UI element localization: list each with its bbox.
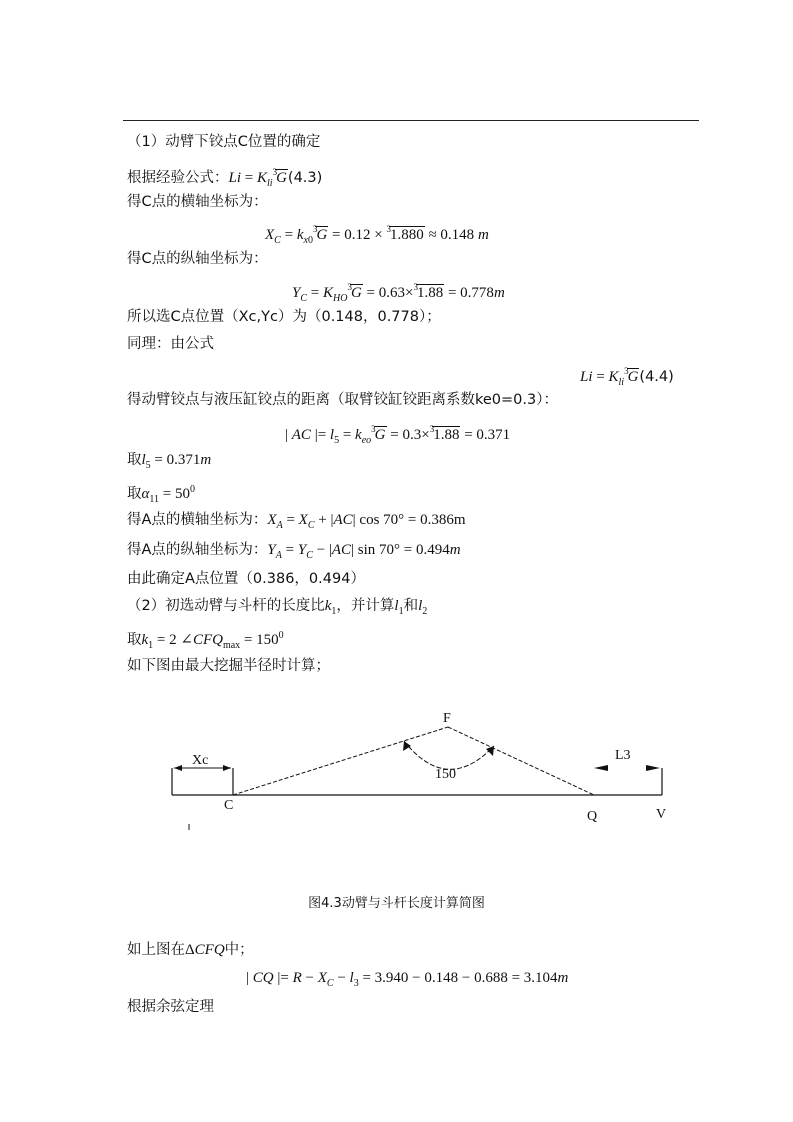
formula-cq: | CQ |= $R - X_C - l_3 = 3.940 - 0.148 - 0.688 = 3.104m$ bbox=[246, 970, 569, 989]
text-xc-intro: 得C点的横轴坐标为： bbox=[127, 194, 268, 210]
heading-2-compute: ，并计算 bbox=[336, 598, 395, 614]
arc-arrow-right-icon bbox=[486, 746, 494, 756]
xa-label: 得A点的横轴坐标为： bbox=[127, 512, 268, 528]
eq-number-4-4: (4.4) bbox=[639, 369, 674, 385]
section-heading-1: （1）动臂下铰点C位置的确定 bbox=[127, 134, 321, 150]
formula-alpha: $\alpha_{11} = 50^0$ bbox=[141, 484, 195, 505]
figure-caption: 图4.3动臂与斗杆长度计算简图 bbox=[308, 896, 485, 911]
angle-arc bbox=[404, 741, 494, 769]
label-xc: Xc bbox=[192, 753, 209, 768]
heading-2-label: （2）初选动臂与斗杆的长度比 bbox=[127, 598, 325, 614]
triangle-suffix: 中； bbox=[224, 942, 254, 958]
text-a-position: 由此确定A点位置（0.386，0.494） bbox=[127, 571, 365, 587]
formula-li-4-3: $Li = K_{li}^3G$ bbox=[228, 167, 287, 189]
line-cf bbox=[233, 727, 448, 795]
ya-label: 得A点的纵轴坐标为： bbox=[127, 542, 268, 558]
text-yc-intro: 得C点的纵轴坐标为： bbox=[127, 251, 268, 267]
text-c-position: 所以选C点位置（Xc,Yc）为（0.148，0.778）； bbox=[127, 309, 441, 325]
text-cosine-law: 根据余弦定理 bbox=[127, 999, 214, 1015]
formula-ac: | AC |= $l_5 = k_{eo}^3G = 0.3\times^31.88 = 0.371$ bbox=[285, 424, 511, 446]
label-v: V bbox=[656, 807, 667, 822]
text-triangle-intro bbox=[127, 941, 254, 959]
take-label: 取 bbox=[127, 486, 142, 502]
symbol-triangle-cfq: ΔCFQ bbox=[185, 942, 225, 958]
formula-ya: $Y_A = Y_C - |AC|$ sin 70° = 0.494m bbox=[267, 542, 461, 561]
formula-yc: $Y_C = K_{HO}^3G = 0.63\times^31.88 = 0.778m$ bbox=[292, 282, 505, 304]
symbol-l1-l2: $l_1$和$l_2$ bbox=[394, 598, 428, 617]
text-figure-intro: 如下图由最大挖掘半径时计算； bbox=[127, 658, 330, 674]
label-q: Q bbox=[587, 809, 598, 824]
formula-k1: $k_1 = 2$ $\angle CFQ_{max} = 150^0$ bbox=[141, 630, 284, 651]
formula-li-4-4: $Li = K_{li}^3G(4.4)$ bbox=[580, 366, 674, 388]
arrow-right-icon bbox=[223, 765, 231, 771]
text-similarly: 同理：由公式 bbox=[127, 336, 214, 352]
arc-arrow-left-icon bbox=[403, 741, 411, 751]
formula-xa: $X_A = X_C + |AC|$ cos 70° = 0.386m bbox=[267, 512, 466, 531]
l3-arrow-right-icon bbox=[646, 765, 660, 771]
line-fq bbox=[448, 727, 594, 795]
triangle-label: 如上图在 bbox=[127, 942, 185, 958]
label-c: C bbox=[224, 798, 234, 813]
take-label: 取 bbox=[127, 452, 142, 468]
label-l3: L3 bbox=[615, 748, 631, 763]
take-label: 取 bbox=[127, 632, 142, 648]
formula-intro-label: 根据经验公式： bbox=[127, 170, 229, 186]
l3-arrow-left-icon bbox=[594, 765, 608, 771]
eq-number-4-3: (4.3) bbox=[287, 170, 323, 186]
formula-xc: $X_C = k_{x0}^3G = 0.12 \times ^31.880 \approx 0.148$ m bbox=[265, 224, 489, 246]
label-f: F bbox=[443, 711, 451, 726]
formula-l5: $l_5 = 0.371m$ bbox=[141, 452, 212, 471]
arrow-left-icon bbox=[174, 765, 182, 771]
label-angle: 150 bbox=[435, 767, 456, 782]
symbol-k1: $k_1$ bbox=[324, 598, 337, 617]
text-ac-distance: 得动臂铰点与液压缸铰点的距离（取臂铰缸铰距离系数ke0=0.3）： bbox=[127, 392, 558, 408]
